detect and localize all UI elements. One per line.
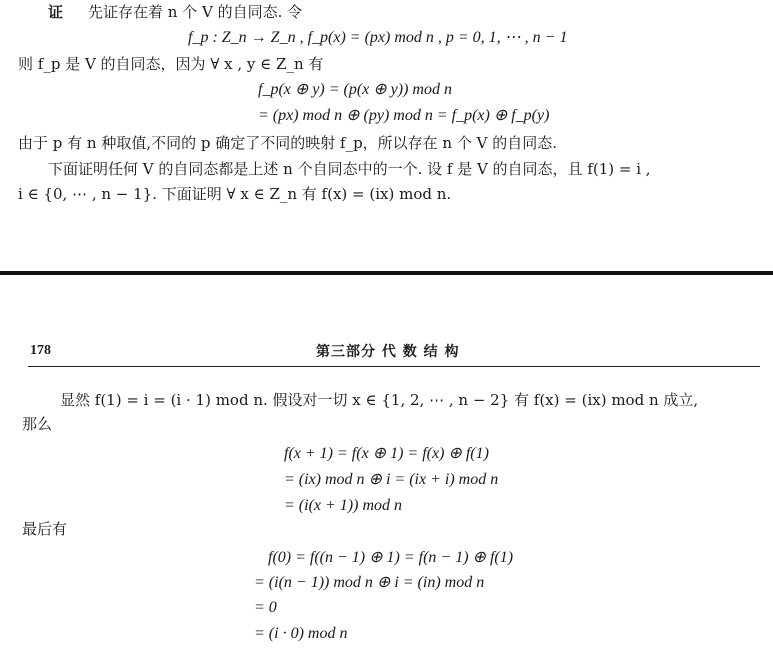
equation-fp-sum: f_p(x ⊕ y) = (p(x ⊕ y)) mod n [258,81,452,98]
equation-final-3: = 0 [254,599,277,616]
equation-fp-sum-result: = (px) mod n ⊕ (py) mod n = f_p(x) ⊕ f_p(y) [258,107,550,124]
equation-final-1: f(0) = f((n − 1) ⊕ 1) = f(n − 1) ⊕ f(1) [268,549,514,566]
paragraph-prove-any: 下面证明任何 V 的自同态都是上述 n 个自同态中的一个. 设 f 是 V 的自同态，且 f(1) = i , [48,160,651,178]
page-number: 178 [30,343,51,358]
equation-fp-definition: f_p : Z_n → Z_n , f_p(x) = (px) mod n , p = 0, 1, ⋯ , n − 1 [188,29,568,46]
equation-final-2: = (i(n − 1)) mod n ⊕ i = (in) mod n [254,574,485,591]
equation-induction-1: f(x + 1) = f(x ⊕ 1) = f(x) ⊕ f(1) [284,445,489,462]
equation-final-4: = (i · 0) mod n [254,625,348,642]
running-header: 第三部分 代 数 结 构 [316,344,460,360]
paragraph-obviously: 显然 f(1) = i = (i · 1) mod n. 假设对一切 x ∈ {1, 2, ⋯ , n − 2} 有 f(x) = (ix) mod n 成立, [60,391,699,409]
paragraph-finally: 最后有 [22,520,68,538]
paragraph-then: 那么 [22,415,53,433]
paragraph-prove-formula: i ∈ {0, ⋯ , n − 1}. 下面证明 ∀ x ∈ Z_n 有 f(x) = (ix) mod n. [18,185,452,203]
equation-induction-3: = (i(x + 1)) mod n [284,497,403,514]
proof-label: 证 [48,3,64,21]
paragraph-fp-endomorphism: 则 f_p 是 V 的自同态，因为 ∀ x , y ∈ Z_n 有 [18,55,324,73]
paragraph-n-values: 由于 p 有 n 种取值,不同的 p 确定了不同的映射 f_p，所以存在 n 个 V 的自同态. [18,134,557,152]
proof-intro-text: 先证存在着 n 个 V 的自同态. 令 [88,3,303,21]
page-separator [0,271,773,275]
header-rule [28,366,760,367]
equation-induction-2: = (ix) mod n ⊕ i = (ix + i) mod n [284,471,499,488]
